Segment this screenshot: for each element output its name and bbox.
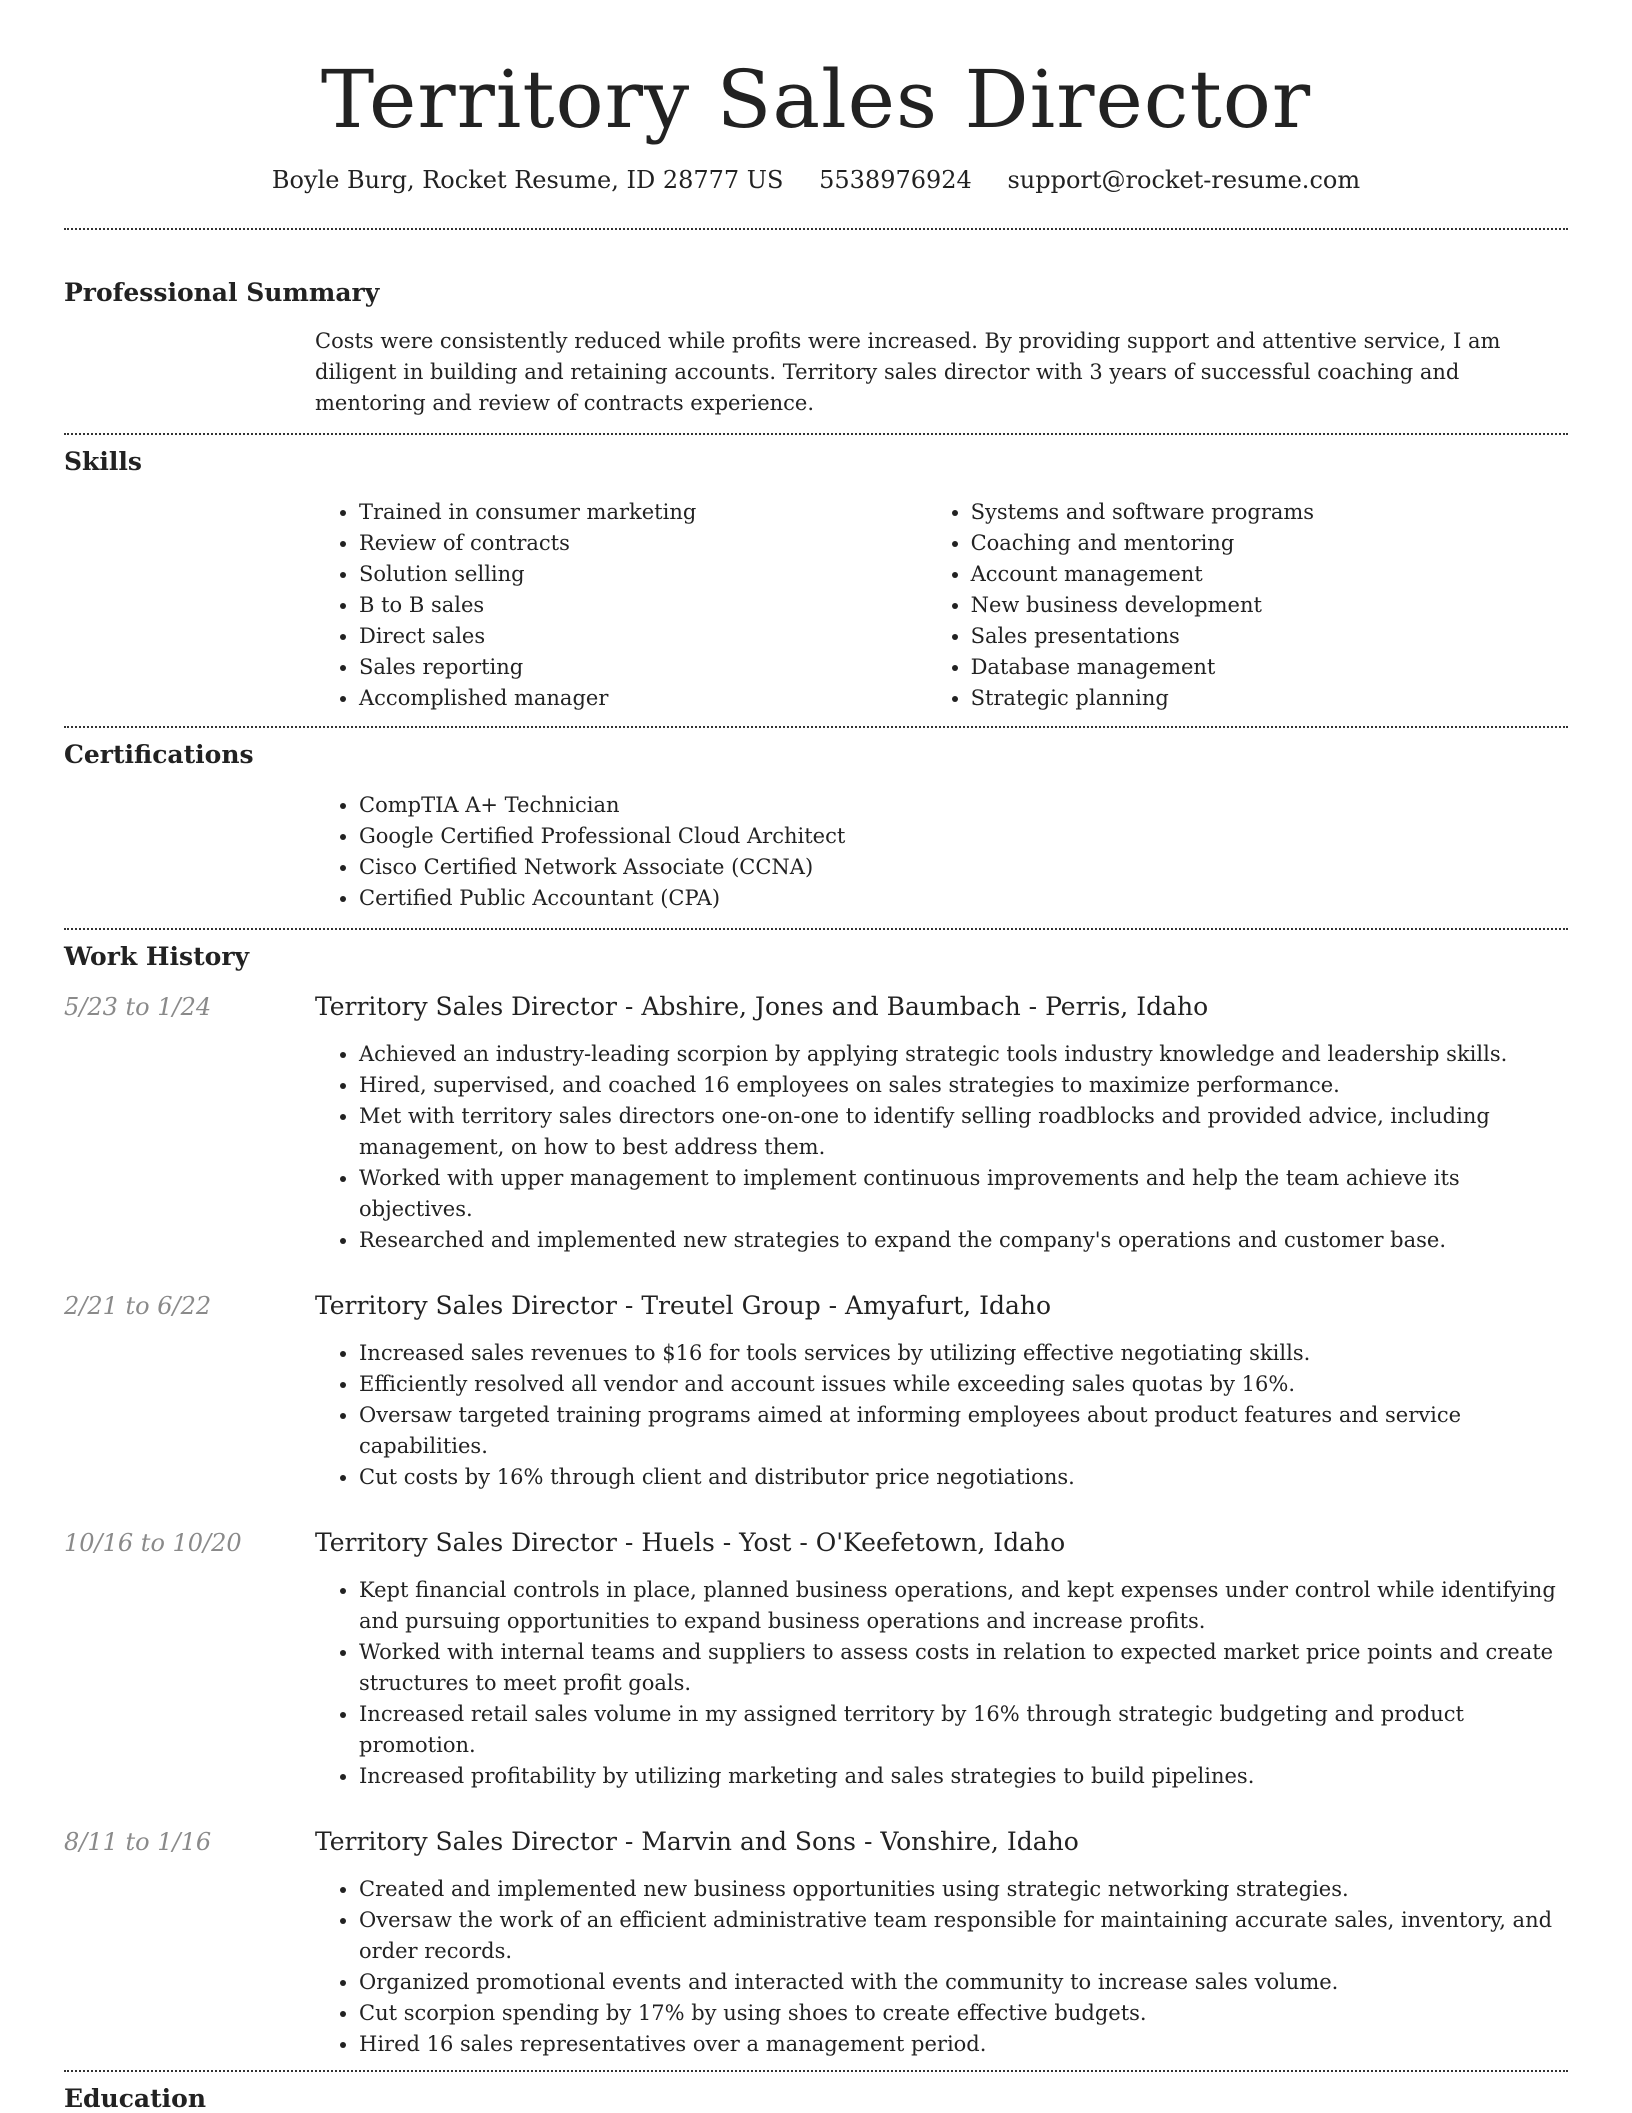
education-title: Education xyxy=(64,2084,207,2113)
list-item: • Sales reporting xyxy=(359,652,927,683)
certifications-list xyxy=(315,790,1568,914)
job-dates: 10/16 to 10/20 xyxy=(64,1529,242,1557)
list-item: • Trained in consumer marketing xyxy=(359,497,927,528)
job-dates: 2/21 to 6/22 xyxy=(64,1292,212,1320)
list-item: • Kept financial controls in place, planned business operations, and kept expenses under control while identifying and pursuing opportunities to expand business operations and increase profits. xyxy=(359,1575,1568,1637)
skills-list-left xyxy=(315,497,927,714)
job-title: Territory Sales Director - Treutel Group - Amyafurt, Idaho xyxy=(315,1291,1052,1320)
job-details xyxy=(315,1828,1568,2060)
certifications-title: Certifications xyxy=(64,740,254,769)
list-item: • Sales presentations xyxy=(971,621,1568,652)
job-entry xyxy=(64,1529,1568,1792)
summary-title: Professional Summary xyxy=(64,278,380,307)
job-dates: 5/23 to 1/24 xyxy=(64,993,212,1021)
certifications-section xyxy=(64,728,1568,928)
education-section xyxy=(64,2072,1568,2111)
job-title: Territory Sales Director - Huels - Yost - O'Keefetown, Idaho xyxy=(315,1528,1066,1557)
contact-line xyxy=(64,166,1568,194)
job-bullets xyxy=(315,1874,1568,2060)
list-item: • Achieved an industry-leading scorpion by applying strategic tools industry knowledge and leadership skills. xyxy=(359,1039,1568,1070)
job-entry xyxy=(64,993,1568,1256)
list-item: • Increased retail sales volume in my assigned territory by 16% through strategic budgeting and product promotion. xyxy=(359,1699,1568,1761)
job-title: Territory Sales Director - Abshire, Jones and Baumbach - Perris, Idaho xyxy=(315,992,1209,1021)
skills-list-right xyxy=(927,497,1568,714)
list-item: • Database management xyxy=(971,652,1568,683)
job-bullets xyxy=(315,1338,1568,1493)
list-item: • Worked with upper management to implement continuous improvements and help the team achieve its objectives. xyxy=(359,1163,1568,1225)
list-item: • B to B sales xyxy=(359,590,927,621)
list-item: • Solution selling xyxy=(359,559,927,590)
skills-columns xyxy=(315,497,1568,726)
list-item: • CompTIA A+ Technician xyxy=(359,790,1568,821)
skills-title: Skills xyxy=(64,447,142,476)
job-entry xyxy=(64,1292,1568,1493)
job-entry xyxy=(64,1828,1568,2060)
list-item: • Cut costs by 16% through client and distributor price negotiations. xyxy=(359,1462,1568,1493)
summary-section xyxy=(64,230,1568,433)
list-item: • Strategic planning xyxy=(971,683,1568,714)
resume-name: Territory Sales Director xyxy=(320,53,1312,146)
list-item: • Certified Public Accountant (CPA) xyxy=(359,883,1568,914)
list-item: • Hired 16 sales representatives over a management period. xyxy=(359,2029,1568,2060)
list-item: • Cut scorpion spending by 17% by using shoes to create effective budgets. xyxy=(359,1998,1568,2029)
work-jobs xyxy=(64,993,1568,2070)
list-item: • Organized promotional events and interacted with the community to increase sales volume. xyxy=(359,1967,1568,1998)
work-section xyxy=(64,930,1568,2070)
skills-section xyxy=(64,435,1568,726)
job-details xyxy=(315,1292,1568,1493)
contact-phone: 5538976924 xyxy=(819,166,972,194)
list-item: • Researched and implemented new strategies to expand the company's operations and customer base. xyxy=(359,1225,1568,1256)
summary-text: Costs were consistently reduced while profits were increased. By providing support and attentive service, I am diligent in building and retaining accounts. Territory sales director with 3 years of successful coaching and mentoring and review of contracts experience. xyxy=(315,329,1501,415)
job-bullets xyxy=(315,1039,1568,1256)
list-item: • Hired, supervised, and coached 16 employees on sales strategies to maximize performance. xyxy=(359,1070,1568,1101)
job-details xyxy=(315,993,1568,1256)
list-item: • New business development xyxy=(971,590,1568,621)
list-item: • Met with territory sales directors one-on-one to identify selling roadblocks and provided advice, including management, on how to best address them. xyxy=(359,1101,1568,1163)
list-item: • Increased profitability by utilizing marketing and sales strategies to build pipelines. xyxy=(359,1761,1568,1792)
list-item: • Created and implemented new business opportunities using strategic networking strategies. xyxy=(359,1874,1568,1905)
list-item: • Oversaw targeted training programs aimed at informing employees about product features and service capabilities. xyxy=(359,1400,1568,1462)
job-title: Territory Sales Director - Marvin and Sons - Vonshire, Idaho xyxy=(315,1827,1079,1856)
list-item: • Efficiently resolved all vendor and account issues while exceeding sales quotas by 16%. xyxy=(359,1369,1568,1400)
list-item: • Cisco Certified Network Associate (CCNA) xyxy=(359,852,1568,883)
list-item: • Oversaw the work of an efficient administrative team responsible for maintaining accurate sales, inventory, and order records. xyxy=(359,1905,1568,1967)
contact-address: Boyle Burg, Rocket Resume, ID 28777 US xyxy=(271,166,784,194)
list-item: • Account management xyxy=(971,559,1568,590)
contact-email: support@rocket-resume.com xyxy=(1007,166,1361,194)
list-item: • Google Certified Professional Cloud Architect xyxy=(359,821,1568,852)
list-item: • Increased sales revenues to $16 for tools services by utilizing effective negotiating skills. xyxy=(359,1338,1568,1369)
work-title: Work History xyxy=(64,942,250,971)
job-bullets xyxy=(315,1575,1568,1792)
job-dates: 8/11 to 1/16 xyxy=(64,1828,212,1856)
resume-page xyxy=(64,0,1568,2111)
list-item: • Accomplished manager xyxy=(359,683,927,714)
list-item: • Coaching and mentoring xyxy=(971,528,1568,559)
job-details xyxy=(315,1529,1568,1792)
list-item: • Review of contracts xyxy=(359,528,927,559)
list-item: • Systems and software programs xyxy=(971,497,1568,528)
list-item: • Direct sales xyxy=(359,621,927,652)
list-item: • Worked with internal teams and suppliers to assess costs in relation to expected market price points and create structures to meet profit goals. xyxy=(359,1637,1568,1699)
